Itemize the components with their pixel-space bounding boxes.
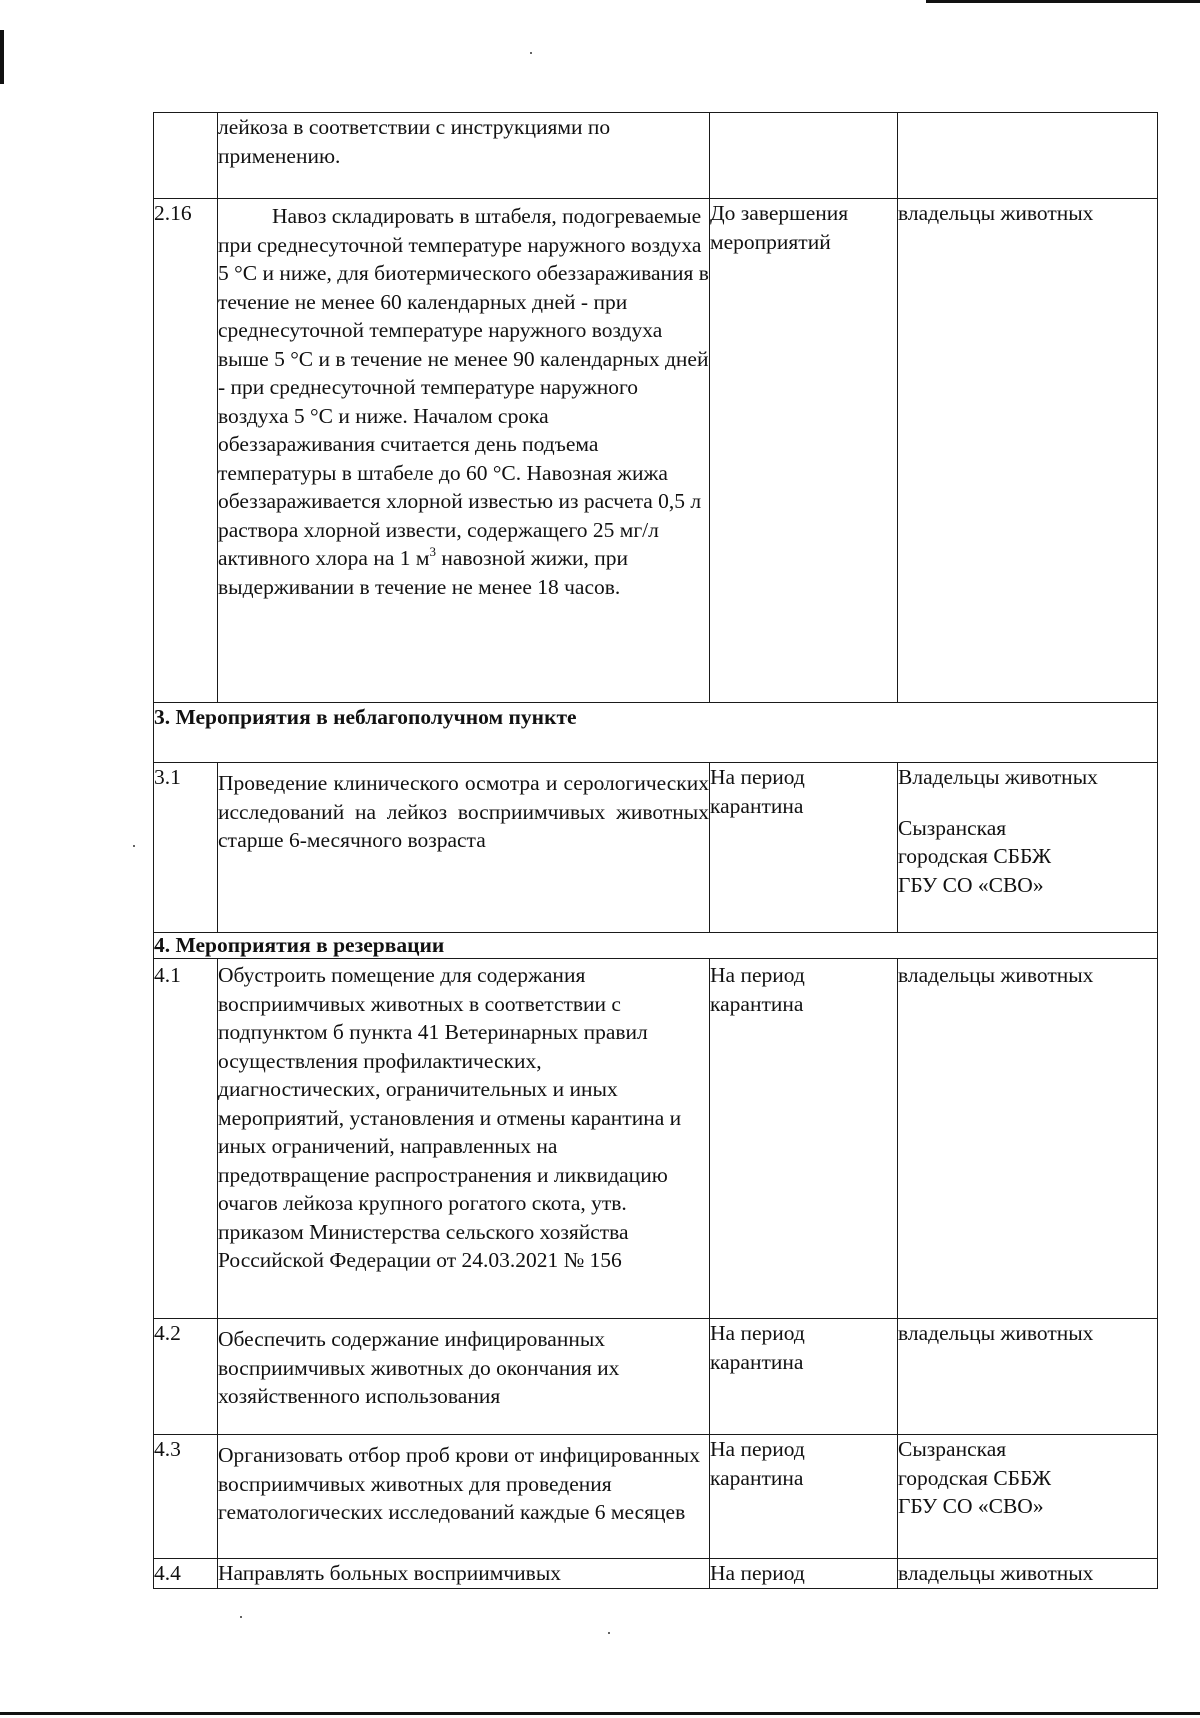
measure-responsible	[898, 1435, 1158, 1559]
measure-description-part1: Навоз складировать в штабеля, подогреваемые при среднесуточной температуре наружного воздуха 5 °С и ниже, для биотермического обеззараживания в течение не менее 60 календарных дней - при среднесуточной температуре наружного воздуха выше 5 °С и в течение не менее 90 календарных дней - при среднесуточной температуре наружного воздуха 5 °С и ниже. Началом срока обеззараживания считается день подъема температуры в штабеле до 60 °С. Навозная жижа обеззараживается хлорной известью из расчета 0,5 л раствора хлорной извести, содержащего 25 мг/л активного хлора на 1 м	[218, 204, 709, 570]
measure-term: На период карантина	[710, 763, 898, 933]
measure-responsible: владельцы животных	[898, 199, 1158, 703]
measure-description-part2: навозной жижи, при выдерживании в течение не менее 18 часов.	[218, 546, 629, 599]
measure-term: На период	[710, 1559, 898, 1589]
responsible-owners: Владельцы животных	[898, 765, 1098, 789]
row-number: 4.2	[154, 1319, 218, 1435]
measure-responsible: владельцы животных	[898, 1559, 1158, 1589]
table-row	[154, 1559, 1158, 1589]
measure-term: На период карантина	[710, 1319, 898, 1435]
section-title: 4. Мероприятия в резервации	[154, 933, 1158, 959]
row-number: 4.3	[154, 1435, 218, 1559]
table-row	[154, 113, 1158, 199]
measure-responsible: владельцы животных	[898, 1319, 1158, 1435]
table-row	[154, 1319, 1158, 1435]
measure-responsible	[898, 763, 1158, 933]
measure-term: На период карантина	[710, 959, 898, 1319]
table-row	[154, 763, 1158, 933]
measure-description: Организовать отбор проб крови от инфицированных восприимчивых животных для проведения гематологических исследований каждые 6 месяцев	[218, 1435, 710, 1559]
measure-description: Обеспечить содержание инфицированных восприимчивых животных до окончания их хозяйственного использования	[218, 1319, 710, 1435]
scan-speck	[608, 1632, 610, 1634]
section-header-row	[154, 933, 1158, 959]
measure-responsible	[898, 113, 1158, 199]
scan-edge-mark-left	[0, 30, 4, 84]
scan-speck	[133, 845, 135, 847]
responsible-vet-station: Сызранская городская СББЖ ГБУ СО «СВО»	[898, 1437, 1052, 1518]
responsible-vet-station: Сызранская городская СББЖ ГБУ СО «СВО»	[898, 815, 1052, 897]
table-row	[154, 199, 1158, 703]
measure-term	[710, 113, 898, 199]
table-row	[154, 1435, 1158, 1559]
measure-description-superscript: 3	[429, 544, 436, 559]
section-header-row	[154, 703, 1158, 763]
row-number: 4.1	[154, 959, 218, 1319]
row-number	[154, 113, 218, 199]
row-number: 3.1	[154, 763, 218, 933]
row-number: 4.4	[154, 1559, 218, 1589]
measure-term: На период карантина	[710, 1435, 898, 1559]
row-number: 2.16	[154, 199, 218, 703]
scan-edge-mark-bottom	[0, 1712, 1200, 1715]
measure-term: До завершения мероприятий	[710, 199, 898, 703]
measure-responsible: владельцы животных	[898, 959, 1158, 1319]
measure-description	[218, 199, 710, 703]
section-title: 3. Мероприятия в неблагополучном пункте	[154, 703, 1158, 763]
measure-description: лейкоза в соответствии с инструкциями по применению.	[218, 113, 710, 199]
scan-edge-mark-top-right	[926, 0, 1200, 3]
table-row	[154, 959, 1158, 1319]
measures-table	[153, 112, 1158, 1589]
measure-description: Направлять больных восприимчивых	[218, 1559, 710, 1589]
measure-description: Обустроить помещение для содержания восприимчивых животных в соответствии с подпунктом б пункта 41 Ветеринарных правил осуществления профилактических, диагностических, ограничительных и иных мероприятий, установления и отмены карантина и иных ограничений, направленных на предотвращение распространения и ликвидацию очагов лейкоза крупного рогатого скота, утв. приказом Министерства сельского хозяйства Российской Федерации от 24.03.2021 № 156	[218, 959, 710, 1319]
measure-description: Проведение клинического осмотра и серологических исследований на лейкоз восприимчивых животных старше 6-месячного возраста	[218, 763, 710, 933]
scan-speck	[240, 1616, 242, 1618]
scan-speck	[530, 52, 532, 54]
